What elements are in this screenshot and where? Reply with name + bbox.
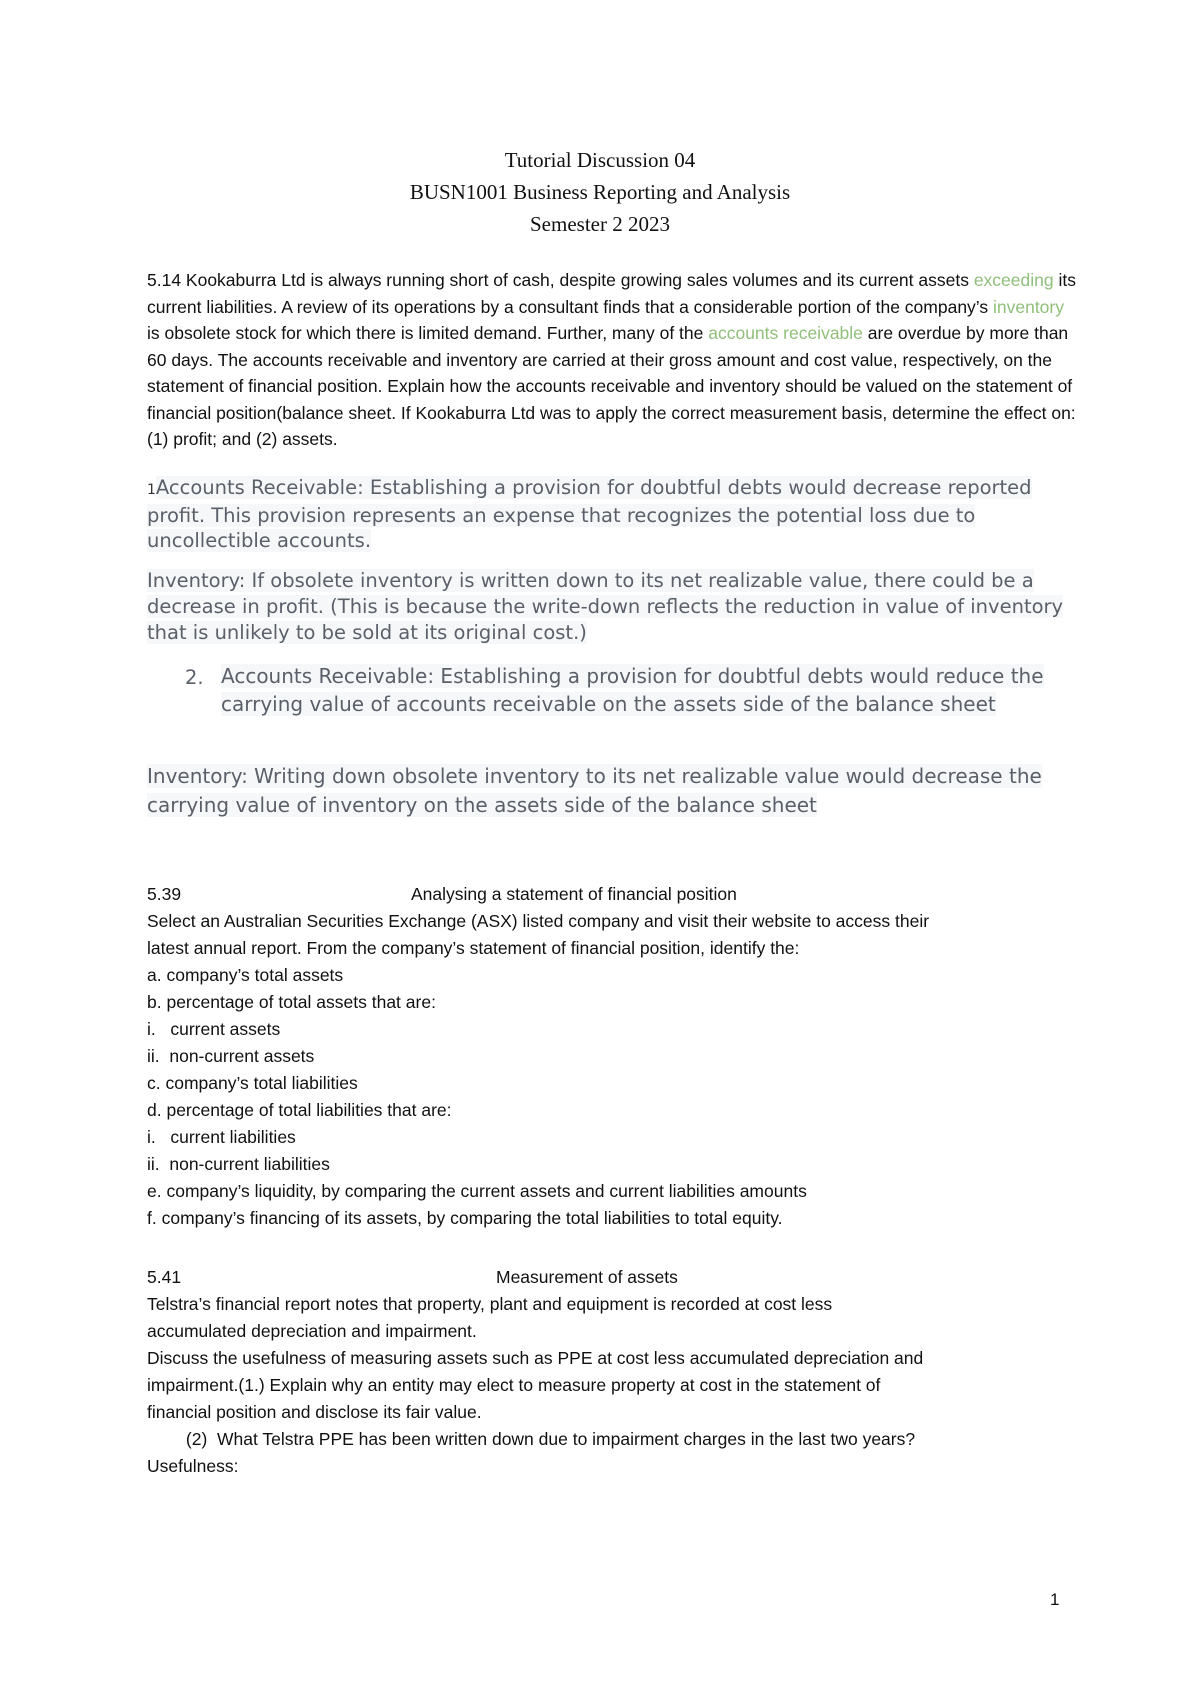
- question-5-41-line: Usefulness:: [147, 1456, 239, 1476]
- question-5-39-title: Analysing a statement of financial position: [411, 884, 737, 904]
- question-5-39-line: ii. non-current assets: [147, 1046, 315, 1066]
- question-5-39-line: ii. non-current liabilities: [147, 1154, 330, 1174]
- question-5-41-line: accumulated depreciation and impairment.: [147, 1321, 477, 1341]
- question-5-41-line: Telstra’s financial report notes that property, plant and equipment is recorded at cost less: [147, 1294, 833, 1314]
- question-5-39-line: c. company’s total liabilities: [147, 1073, 358, 1093]
- question-5-39-number: 5.39: [147, 884, 182, 904]
- course-title: BUSN1001 Business Reporting and Analysis: [409, 180, 791, 204]
- page-number: 1: [1050, 1590, 1060, 1609]
- question-5-41-line: (2) What Telstra PPE has been written down due to impairment charges in the last two years?: [147, 1429, 916, 1449]
- question-5-39-line: Select an Australian Securities Exchange (ASX) listed company and visit their website to access their: [147, 911, 930, 931]
- answer-1-inventory: Inventory: If obsolete inventory is written down to its net realizable value, there could be a decrease in profit. (This is because the write-down reflects the reduction in value of inventory that is unlikely to be sold at its original cost.): [147, 569, 1064, 644]
- question-5-39-line: latest annual report. From the company’s statement of financial position, identify the:: [147, 938, 800, 958]
- question-5-39-line: f. company’s financing of its assets, by comparing the total liabilities to total equity.: [147, 1208, 783, 1228]
- answer-2-accounts-receivable: Accounts Receivable: Establishing a provision for doubtful debts would reduce the carrying value of accounts receivable on the assets side of the balance sheet: [221, 664, 1044, 716]
- question-5-39-line: d. percentage of total liabilities that are:: [147, 1100, 452, 1120]
- question-5-41-line: financial position and disclose its fair value.: [147, 1402, 482, 1422]
- question-5-39-line: i. current liabilities: [147, 1127, 296, 1147]
- highlight-inventory: inventory: [992, 296, 1064, 317]
- question-5-39-line: b. percentage of total assets that are:: [147, 992, 436, 1012]
- answer-1-accounts-receivable: 1Accounts Receivable: Establishing a provision for doubtful debts would decrease reported profit. This provision represents an expense that recognizes the potential loss due to uncollectible accounts.: [147, 476, 1032, 552]
- question-5-39-line: e. company’s liquidity, by comparing the current assets and current liabilities amounts: [147, 1181, 807, 1201]
- question-5-41-title: Measurement of assets: [496, 1267, 678, 1287]
- answer-2-inventory: Inventory: Writing down obsolete inventory to its net realizable value would decrease the carrying value of inventory on the assets side of the balance sheet: [147, 764, 1042, 817]
- question-5-14: 5.14 Kookaburra Ltd is always running short of cash, despite growing sales volumes and its current assets exceeding its current liabilities. A review of its operations by a consultant finds that a considerable portion of the company’s inventory is obsolete stock for which there is limited demand. Further, many of the accounts receivable are overdue by more than 60 days. The accounts receivable and inventory are carried at their gross amount and cost value, respectively, on the statement of financial position. Explain how the accounts receivable and inventory should be valued on the statement of financial position(balance sheet. If Kookaburra Ltd was to apply the correct measurement basis, determine the effect on: (1) profit; and (2) assets.: [147, 270, 1076, 449]
- highlight-accounts-receivable: accounts receivable: [708, 323, 863, 343]
- doc-title: Tutorial Discussion 04: [504, 148, 696, 172]
- answer-2-number: 2.: [185, 666, 204, 689]
- question-5-39-line: i. current assets: [147, 1019, 281, 1039]
- highlight-exceeding: exceeding: [973, 270, 1054, 290]
- question-5-41-line: impairment.(1.) Explain why an entity may elect to measure property at cost in the statement of: [147, 1375, 881, 1395]
- answer-number: 1: [147, 482, 156, 498]
- question-5-41-line: Discuss the usefulness of measuring assets such as PPE at cost less accumulated depreciation and: [147, 1348, 924, 1368]
- semester-title: Semester 2 2023: [530, 212, 670, 236]
- question-5-41-number: 5.41: [147, 1267, 182, 1287]
- question-5-39-line: a. company’s total assets: [147, 965, 344, 985]
- question-number: 5.14: [147, 270, 182, 290]
